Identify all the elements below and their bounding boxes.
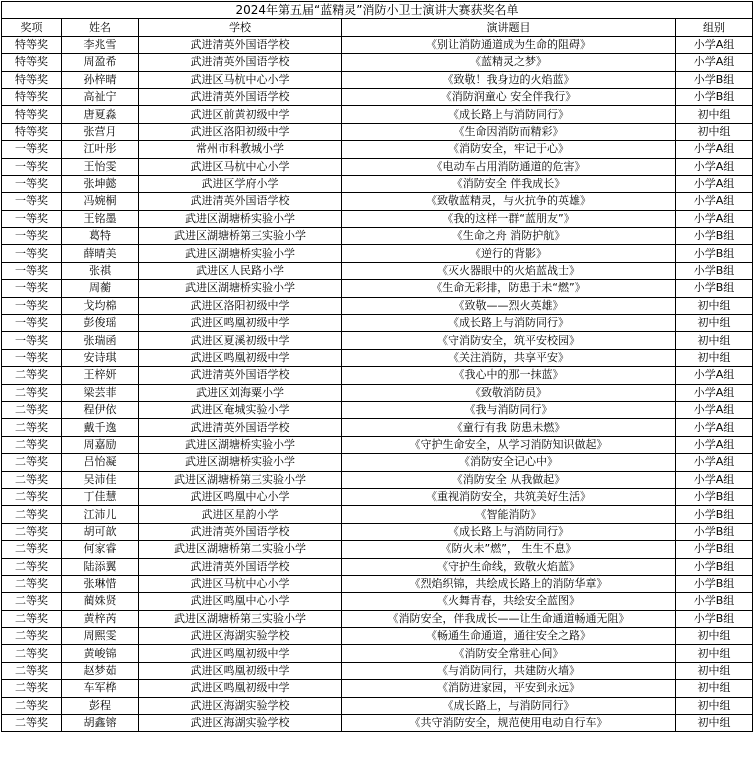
cell-name: 王铭墨 <box>62 210 139 227</box>
cell-group: 初中组 <box>676 680 753 697</box>
cell-school: 武进区人民路小学 <box>139 262 342 279</box>
cell-name: 张营月 <box>62 123 139 140</box>
cell-group: 初中组 <box>676 628 753 645</box>
cell-topic: 《消防润童心 安全伴我行》 <box>342 88 676 105</box>
cell-group: 小学B组 <box>676 575 753 592</box>
cell-topic: 《防火未”燃”， 生生不息》 <box>342 541 676 558</box>
cell-name: 周嘉励 <box>62 436 139 453</box>
cell-name: 王怡雯 <box>62 158 139 175</box>
cell-award: 一等奖 <box>2 193 62 210</box>
table-title: 2024年第五届“蓝精灵”消防小卫士演讲大赛获奖名单 <box>2 2 753 19</box>
cell-topic: 《灭火器眼中的火焰蓝战士》 <box>342 262 676 279</box>
cell-group: 小学A组 <box>676 36 753 53</box>
cell-award: 特等奖 <box>2 36 62 53</box>
cell-topic: 《生命之舟 消防护航》 <box>342 228 676 245</box>
cell-name: 冯婉桐 <box>62 193 139 210</box>
cell-award: 特等奖 <box>2 71 62 88</box>
cell-award: 二等奖 <box>2 558 62 575</box>
cell-name: 安诗琪 <box>62 349 139 366</box>
cell-group: 小学A组 <box>676 436 753 453</box>
cell-school: 武进清英外国语学校 <box>139 523 342 540</box>
cell-topic: 《生命无彩排，防患于未“燃”》 <box>342 280 676 297</box>
cell-group: 初中组 <box>676 349 753 366</box>
cell-name: 何家睿 <box>62 541 139 558</box>
cell-award: 一等奖 <box>2 332 62 349</box>
cell-topic: 《消防安全 伴我成长》 <box>342 175 676 192</box>
cell-group: 小学A组 <box>676 158 753 175</box>
cell-school: 常州市科教城小学 <box>139 141 342 158</box>
cell-school: 武进清英外国语学校 <box>139 88 342 105</box>
cell-topic: 《消防安全，伴我成长——让生命通道畅通无阻》 <box>342 610 676 627</box>
table-row <box>2 384 753 401</box>
table-row <box>2 715 753 732</box>
cell-school: 武进区马杭中心小学 <box>139 158 342 175</box>
table-row <box>2 158 753 175</box>
table-body <box>2 2 753 732</box>
cell-award: 二等奖 <box>2 645 62 662</box>
cell-award: 二等奖 <box>2 436 62 453</box>
cell-school: 武进区湖塘桥第三实验小学 <box>139 471 342 488</box>
cell-topic: 《致敬消防员》 <box>342 384 676 401</box>
cell-name: 薛晴美 <box>62 245 139 262</box>
cell-topic: 《我与消防同行》 <box>342 401 676 418</box>
cell-award: 二等奖 <box>2 662 62 679</box>
cell-award: 一等奖 <box>2 175 62 192</box>
table-row <box>2 436 753 453</box>
cell-school: 武进区洛阳初级中学 <box>139 297 342 314</box>
cell-award: 二等奖 <box>2 628 62 645</box>
cell-topic: 《电动车占用消防通道的危害》 <box>342 158 676 175</box>
table-row <box>2 558 753 575</box>
cell-school: 武进清英外国语学校 <box>139 54 342 71</box>
cell-award: 二等奖 <box>2 523 62 540</box>
cell-school: 武进区刘海粟小学 <box>139 384 342 401</box>
cell-name: 吕怡凝 <box>62 454 139 471</box>
cell-topic: 《致敬蓝精灵，与火抗争的英雄》 <box>342 193 676 210</box>
table-row <box>2 54 753 71</box>
cell-school: 武进区湖塘桥实验小学 <box>139 210 342 227</box>
cell-award: 二等奖 <box>2 697 62 714</box>
cell-group: 初中组 <box>676 662 753 679</box>
table-row <box>2 193 753 210</box>
cell-award: 二等奖 <box>2 367 62 384</box>
cell-topic: 《我心中的那一抹蓝》 <box>342 367 676 384</box>
cell-school: 武进区奄城实验小学 <box>139 401 342 418</box>
cell-name: 车军桦 <box>62 680 139 697</box>
cell-topic: 《我的这样一群“蓝朋友”》 <box>342 210 676 227</box>
cell-group: 小学B组 <box>676 488 753 505</box>
cell-school: 武进区湖塘桥第二实验小学 <box>139 541 342 558</box>
cell-group: 小学B组 <box>676 88 753 105</box>
cell-topic: 《烈焰织锦，共绘成长路上的消防华章》 <box>342 575 676 592</box>
table-row <box>2 419 753 436</box>
cell-name: 戴千逸 <box>62 419 139 436</box>
cell-award: 一等奖 <box>2 158 62 175</box>
table-row <box>2 297 753 314</box>
cell-school: 武进区海湖实验学校 <box>139 697 342 714</box>
cell-award: 一等奖 <box>2 280 62 297</box>
cell-name: 胡可歆 <box>62 523 139 540</box>
cell-award: 二等奖 <box>2 541 62 558</box>
cell-group: 小学B组 <box>676 262 753 279</box>
cell-name: 胡鑫镕 <box>62 715 139 732</box>
cell-award: 一等奖 <box>2 297 62 314</box>
cell-topic: 《守护生命安全，从学习消防知识做起》 <box>342 436 676 453</box>
table-row <box>2 401 753 418</box>
cell-school: 武进区湖塘桥实验小学 <box>139 280 342 297</box>
header-topic: 演讲题目 <box>342 19 676 36</box>
cell-topic: 《重视消防安全，共筑美好生活》 <box>342 488 676 505</box>
table-row <box>2 71 753 88</box>
cell-topic: 《共守消防安全，规范使用电动自行车》 <box>342 715 676 732</box>
cell-school: 武进区洛阳初级中学 <box>139 123 342 140</box>
cell-group: 小学B组 <box>676 593 753 610</box>
table-row <box>2 506 753 523</box>
cell-topic: 《畅通生命通道，通往安全之路》 <box>342 628 676 645</box>
cell-group: 小学A组 <box>676 54 753 71</box>
cell-award: 特等奖 <box>2 123 62 140</box>
cell-topic: 《与消防同行，共建防火墙》 <box>342 662 676 679</box>
cell-school: 武进区学府小学 <box>139 175 342 192</box>
cell-name: 李兆雪 <box>62 36 139 53</box>
cell-school: 武进区湖塘桥实验小学 <box>139 454 342 471</box>
table-row <box>2 332 753 349</box>
cell-group: 初中组 <box>676 297 753 314</box>
cell-group: 小学B组 <box>676 228 753 245</box>
cell-group: 小学A组 <box>676 141 753 158</box>
cell-award: 二等奖 <box>2 401 62 418</box>
cell-group: 初中组 <box>676 697 753 714</box>
cell-school: 武进区前黄初级中学 <box>139 106 342 123</box>
cell-award: 一等奖 <box>2 210 62 227</box>
cell-topic: 《消防安全常驻心间》 <box>342 645 676 662</box>
cell-award: 二等奖 <box>2 471 62 488</box>
cell-group: 初中组 <box>676 123 753 140</box>
table-row <box>2 280 753 297</box>
cell-award: 二等奖 <box>2 715 62 732</box>
cell-group: 小学B组 <box>676 71 753 88</box>
cell-topic: 《火舞青春，共绘安全蓝图》 <box>342 593 676 610</box>
cell-group: 初中组 <box>676 315 753 332</box>
cell-topic: 《守护生命线，致敬火焰蓝》 <box>342 558 676 575</box>
cell-name: 彭俊瑶 <box>62 315 139 332</box>
cell-name: 赵梦茹 <box>62 662 139 679</box>
cell-group: 小学A组 <box>676 471 753 488</box>
cell-name: 孙梓晴 <box>62 71 139 88</box>
cell-award: 二等奖 <box>2 680 62 697</box>
table-row <box>2 245 753 262</box>
cell-topic: 《致敬——烈火英雄》 <box>342 297 676 314</box>
cell-name: 蔺姝贤 <box>62 593 139 610</box>
table-row <box>2 541 753 558</box>
cell-name: 周蘅 <box>62 280 139 297</box>
cell-group: 小学A组 <box>676 454 753 471</box>
cell-school: 武进区海湖实验学校 <box>139 715 342 732</box>
cell-school: 武进区马杭中心小学 <box>139 575 342 592</box>
cell-name: 梁芸菲 <box>62 384 139 401</box>
cell-topic: 《关注消防，共享平安》 <box>342 349 676 366</box>
cell-award: 一等奖 <box>2 315 62 332</box>
cell-award: 二等奖 <box>2 488 62 505</box>
cell-topic: 《成长路上与消防同行》 <box>342 106 676 123</box>
cell-group: 小学B组 <box>676 280 753 297</box>
cell-school: 武进区夏溪初级中学 <box>139 332 342 349</box>
cell-group: 小学A组 <box>676 401 753 418</box>
table-row <box>2 662 753 679</box>
cell-award: 二等奖 <box>2 506 62 523</box>
cell-group: 小学A组 <box>676 384 753 401</box>
cell-group: 小学B组 <box>676 245 753 262</box>
cell-name: 丁佳慧 <box>62 488 139 505</box>
cell-name: 吴沛佳 <box>62 471 139 488</box>
cell-name: 黄峻锦 <box>62 645 139 662</box>
header-group: 组别 <box>676 19 753 36</box>
table-row <box>2 680 753 697</box>
cell-school: 武进区鸣凰初级中学 <box>139 315 342 332</box>
cell-group: 初中组 <box>676 106 753 123</box>
cell-group: 小学A组 <box>676 175 753 192</box>
award-list-table <box>1 1 753 732</box>
cell-group: 小学B组 <box>676 610 753 627</box>
cell-award: 特等奖 <box>2 88 62 105</box>
table-row <box>2 488 753 505</box>
cell-group: 小学A组 <box>676 367 753 384</box>
table-row <box>2 315 753 332</box>
cell-topic: 《童行有我 防患未燃》 <box>342 419 676 436</box>
cell-award: 二等奖 <box>2 610 62 627</box>
cell-name: 戈均棉 <box>62 297 139 314</box>
cell-topic: 《蓝精灵之梦》 <box>342 54 676 71</box>
cell-school: 武进区鸣凰初级中学 <box>139 645 342 662</box>
cell-award: 二等奖 <box>2 419 62 436</box>
header-award: 奖项 <box>2 19 62 36</box>
cell-name: 彭程 <box>62 697 139 714</box>
table-row <box>2 628 753 645</box>
cell-group: 小学A组 <box>676 419 753 436</box>
cell-topic: 《逆行的背影》 <box>342 245 676 262</box>
table-row <box>2 593 753 610</box>
cell-award: 一等奖 <box>2 141 62 158</box>
table-row <box>2 697 753 714</box>
table-row <box>2 262 753 279</box>
cell-group: 初中组 <box>676 715 753 732</box>
title-row <box>2 2 753 19</box>
cell-name: 唐夏淼 <box>62 106 139 123</box>
cell-topic: 《守消防安全，筑平安校园》 <box>342 332 676 349</box>
table-row <box>2 123 753 140</box>
cell-school: 武进区鸣凰中心小学 <box>139 488 342 505</box>
cell-topic: 《成长路上，与消防同行》 <box>342 697 676 714</box>
cell-topic: 《消防进家园，平安到永远》 <box>342 680 676 697</box>
cell-award: 一等奖 <box>2 228 62 245</box>
cell-name: 葛特 <box>62 228 139 245</box>
cell-name: 周盈希 <box>62 54 139 71</box>
cell-name: 高祉宁 <box>62 88 139 105</box>
cell-school: 武进清英外国语学校 <box>139 367 342 384</box>
cell-group: 小学B组 <box>676 558 753 575</box>
table-row <box>2 349 753 366</box>
cell-award: 二等奖 <box>2 454 62 471</box>
cell-name: 江沛儿 <box>62 506 139 523</box>
header-row <box>2 19 753 36</box>
cell-topic: 《生命因消防而精彩》 <box>342 123 676 140</box>
cell-group: 小学B组 <box>676 541 753 558</box>
cell-name: 张祺 <box>62 262 139 279</box>
cell-name: 张坤懿 <box>62 175 139 192</box>
cell-school: 武进区湖塘桥实验小学 <box>139 245 342 262</box>
cell-school: 武进区湖塘桥实验小学 <box>139 436 342 453</box>
cell-school: 武进区湖塘桥第三实验小学 <box>139 610 342 627</box>
cell-topic: 《致敬！我身边的火焰蓝》 <box>342 71 676 88</box>
cell-topic: 《消防安全，牢记于心》 <box>342 141 676 158</box>
cell-topic: 《成长路上与消防同行》 <box>342 523 676 540</box>
table-row <box>2 367 753 384</box>
cell-name: 张瑞函 <box>62 332 139 349</box>
cell-school: 武进清英外国语学校 <box>139 558 342 575</box>
cell-award: 一等奖 <box>2 349 62 366</box>
table-row <box>2 228 753 245</box>
cell-award: 二等奖 <box>2 593 62 610</box>
cell-topic: 《智能消防》 <box>342 506 676 523</box>
table-row <box>2 88 753 105</box>
cell-topic: 《消防安全 从我做起》 <box>342 471 676 488</box>
cell-group: 小学A组 <box>676 193 753 210</box>
cell-group: 小学A组 <box>676 210 753 227</box>
cell-name: 黄梓芮 <box>62 610 139 627</box>
cell-school: 武进区马杭中心小学 <box>139 71 342 88</box>
cell-school: 武进区鸣凰初级中学 <box>139 349 342 366</box>
cell-school: 武进区鸣凰初级中学 <box>139 680 342 697</box>
cell-group: 初中组 <box>676 332 753 349</box>
cell-group: 小学B组 <box>676 506 753 523</box>
cell-award: 特等奖 <box>2 106 62 123</box>
table-row <box>2 645 753 662</box>
table-row <box>2 36 753 53</box>
cell-topic: 《别让消防通道成为生命的阻碍》 <box>342 36 676 53</box>
cell-topic: 《成长路上与消防同行》 <box>342 315 676 332</box>
table-row <box>2 210 753 227</box>
cell-name: 陆添翼 <box>62 558 139 575</box>
cell-award: 二等奖 <box>2 575 62 592</box>
table-row <box>2 454 753 471</box>
header-name: 姓名 <box>62 19 139 36</box>
cell-name: 周熙雯 <box>62 628 139 645</box>
cell-school: 武进区鸣凰中心小学 <box>139 593 342 610</box>
cell-school: 武进区湖塘桥第三实验小学 <box>139 228 342 245</box>
cell-group: 小学B组 <box>676 523 753 540</box>
table-row <box>2 523 753 540</box>
table-row <box>2 471 753 488</box>
table-row <box>2 106 753 123</box>
cell-award: 二等奖 <box>2 384 62 401</box>
cell-name: 张琳惜 <box>62 575 139 592</box>
table-row <box>2 175 753 192</box>
cell-award: 一等奖 <box>2 262 62 279</box>
cell-name: 王梓妍 <box>62 367 139 384</box>
cell-award: 一等奖 <box>2 245 62 262</box>
cell-group: 初中组 <box>676 645 753 662</box>
cell-school: 武进区鸣凰初级中学 <box>139 662 342 679</box>
cell-award: 特等奖 <box>2 54 62 71</box>
table-row <box>2 610 753 627</box>
cell-name: 程伊依 <box>62 401 139 418</box>
cell-name: 江叶彤 <box>62 141 139 158</box>
cell-topic: 《消防安全记心中》 <box>342 454 676 471</box>
table-row <box>2 141 753 158</box>
cell-school: 武进清英外国语学校 <box>139 36 342 53</box>
header-school: 学校 <box>139 19 342 36</box>
cell-school: 武进区星韵小学 <box>139 506 342 523</box>
cell-school: 武进清英外国语学校 <box>139 419 342 436</box>
cell-school: 武进清英外国语学校 <box>139 193 342 210</box>
table-row <box>2 575 753 592</box>
cell-school: 武进区海湖实验学校 <box>139 628 342 645</box>
